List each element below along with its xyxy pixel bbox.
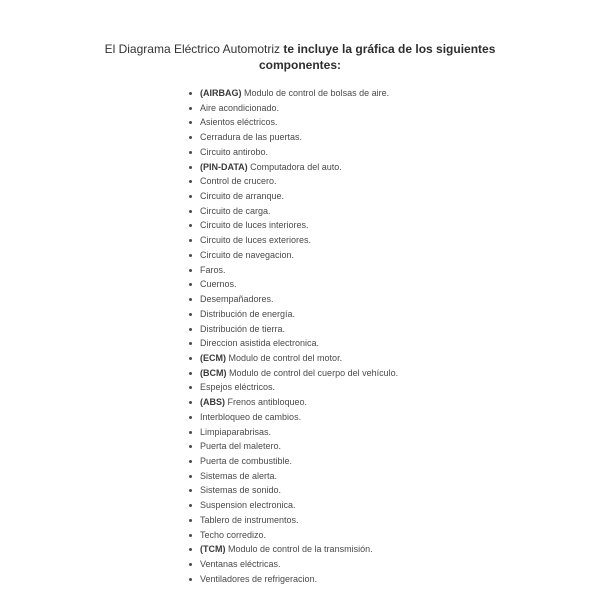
list-item (186, 263, 398, 278)
list-item (186, 101, 398, 116)
list-item (186, 542, 398, 557)
component-description: Circuito de arranque. (200, 191, 285, 202)
component-description: Cuernos. (200, 279, 237, 290)
component-description: Computadora del auto. (247, 161, 342, 172)
list-item (186, 189, 398, 204)
bullet-icon (189, 328, 192, 331)
component-description: Techo corredizo. (200, 529, 267, 540)
component-description: Modulo de control de bolsas de aire. (241, 88, 390, 98)
bullet-icon (189, 342, 192, 345)
bullet-icon (189, 548, 192, 551)
bullet-icon (189, 401, 192, 404)
component-description: Modulo de control de la transmisión. (225, 544, 373, 555)
list-item (186, 277, 398, 292)
component-description: Puerta de combustible. (200, 455, 293, 466)
list-item (186, 307, 398, 322)
list-item (186, 351, 398, 366)
component-description: Aire acondicionado. (200, 102, 280, 113)
component-description: Frenos antibloqueo. (225, 397, 308, 408)
bullet-icon (189, 313, 192, 316)
list-item (186, 498, 398, 513)
list-item (186, 218, 398, 233)
bullet-icon (189, 519, 192, 522)
list-item (186, 380, 398, 395)
bullet-icon (189, 534, 192, 537)
component-description: Desempañadores. (200, 294, 274, 305)
component-description: Limpiaparabrisas. (200, 426, 272, 437)
bullet-icon (189, 357, 192, 360)
bullet-icon (189, 180, 192, 183)
component-description: Asientos eléctricos. (200, 117, 278, 128)
list-item (186, 160, 398, 175)
component-code: (ECM) (200, 352, 226, 363)
component-description: Distribución de tierra. (200, 323, 286, 334)
list-item (186, 204, 398, 219)
component-code: (AIRBAG) (200, 88, 242, 98)
component-description: Faros. (200, 264, 226, 275)
list-item (186, 454, 398, 469)
list-item (186, 292, 398, 307)
component-description: Puerta del maletero. (200, 441, 282, 452)
heading-bold-text-line1: te incluye la gráfica de los siguientes (283, 42, 496, 56)
list-item (186, 528, 398, 543)
bullet-icon (189, 107, 192, 110)
bullet-icon (189, 224, 192, 227)
list-item (186, 233, 398, 248)
bullet-icon (189, 210, 192, 213)
bullet-icon (189, 195, 192, 198)
bullet-icon (189, 445, 192, 448)
list-item (186, 410, 398, 425)
bullet-icon (189, 578, 192, 581)
bullet-icon (189, 92, 192, 95)
component-description: Interbloqueo de cambios. (200, 411, 302, 422)
heading-normal-text: El Diagrama Eléctrico Automotriz (104, 42, 284, 56)
component-description: Sistemas de sonido. (200, 485, 282, 496)
component-list (186, 86, 398, 586)
list-item (186, 322, 398, 337)
list-item (186, 395, 398, 410)
component-description: Circuito de luces interiores. (200, 220, 309, 231)
bullet-icon (189, 136, 192, 139)
component-code: (PIN-DATA) (200, 161, 248, 172)
component-code: (ABS) (200, 397, 225, 408)
component-description: Modulo de control del motor. (226, 352, 343, 363)
list-item (186, 130, 398, 145)
list-item (186, 513, 398, 528)
component-description: Suspension electronica. (200, 500, 296, 511)
list-item (186, 469, 398, 484)
component-description: Circuito de navegacion. (200, 249, 295, 260)
bullet-icon (189, 563, 192, 566)
bullet-icon (189, 254, 192, 257)
intro-heading (60, 41, 540, 73)
bullet-icon (189, 431, 192, 434)
bullet-icon (189, 489, 192, 492)
component-description: Cerradura de las puertas. (200, 132, 303, 143)
bullet-icon (189, 504, 192, 507)
bullet-icon (189, 166, 192, 169)
component-description: Distribución de energía. (200, 308, 296, 319)
list-item (186, 145, 398, 160)
list-item (186, 572, 398, 587)
list-item (186, 115, 398, 130)
component-description: Espejos eléctricos. (200, 382, 276, 393)
component-description: Sistemas de alerta. (200, 470, 278, 481)
component-code: (BCM) (200, 367, 227, 378)
component-description: Circuito de carga. (200, 205, 271, 216)
list-item (186, 174, 398, 189)
bullet-icon (189, 386, 192, 389)
bullet-icon (189, 269, 192, 272)
bullet-icon (189, 475, 192, 478)
list-item (186, 248, 398, 263)
component-description: Tablero de instrumentos. (200, 514, 299, 525)
bullet-icon (189, 372, 192, 375)
bullet-icon (189, 121, 192, 124)
list-item (186, 336, 398, 351)
list-item (186, 439, 398, 454)
component-description: Circuito antirobo. (200, 146, 269, 157)
bullet-icon (189, 460, 192, 463)
component-description: Modulo de control del cuerpo del vehículo. (226, 367, 399, 378)
list-item (186, 483, 398, 498)
list-item (186, 86, 398, 101)
bullet-icon (189, 416, 192, 419)
component-code: (TCM) (200, 544, 226, 555)
heading-bold-text-line2: componentes: (258, 58, 341, 72)
component-description: Control de crucero. (200, 176, 277, 187)
list-item (186, 366, 398, 381)
component-description: Ventanas eléctricas. (200, 559, 281, 569)
component-description: Circuito de luces exteriores. (200, 235, 312, 246)
component-description: Direccion asistida electronica. (200, 338, 320, 349)
bullet-icon (189, 151, 192, 154)
list-item (186, 425, 398, 440)
bullet-icon (189, 283, 192, 286)
bullet-icon (189, 239, 192, 242)
component-description: Ventiladores de refrigeracion. (200, 573, 318, 584)
bullet-icon (189, 298, 192, 301)
list-item (186, 557, 398, 572)
